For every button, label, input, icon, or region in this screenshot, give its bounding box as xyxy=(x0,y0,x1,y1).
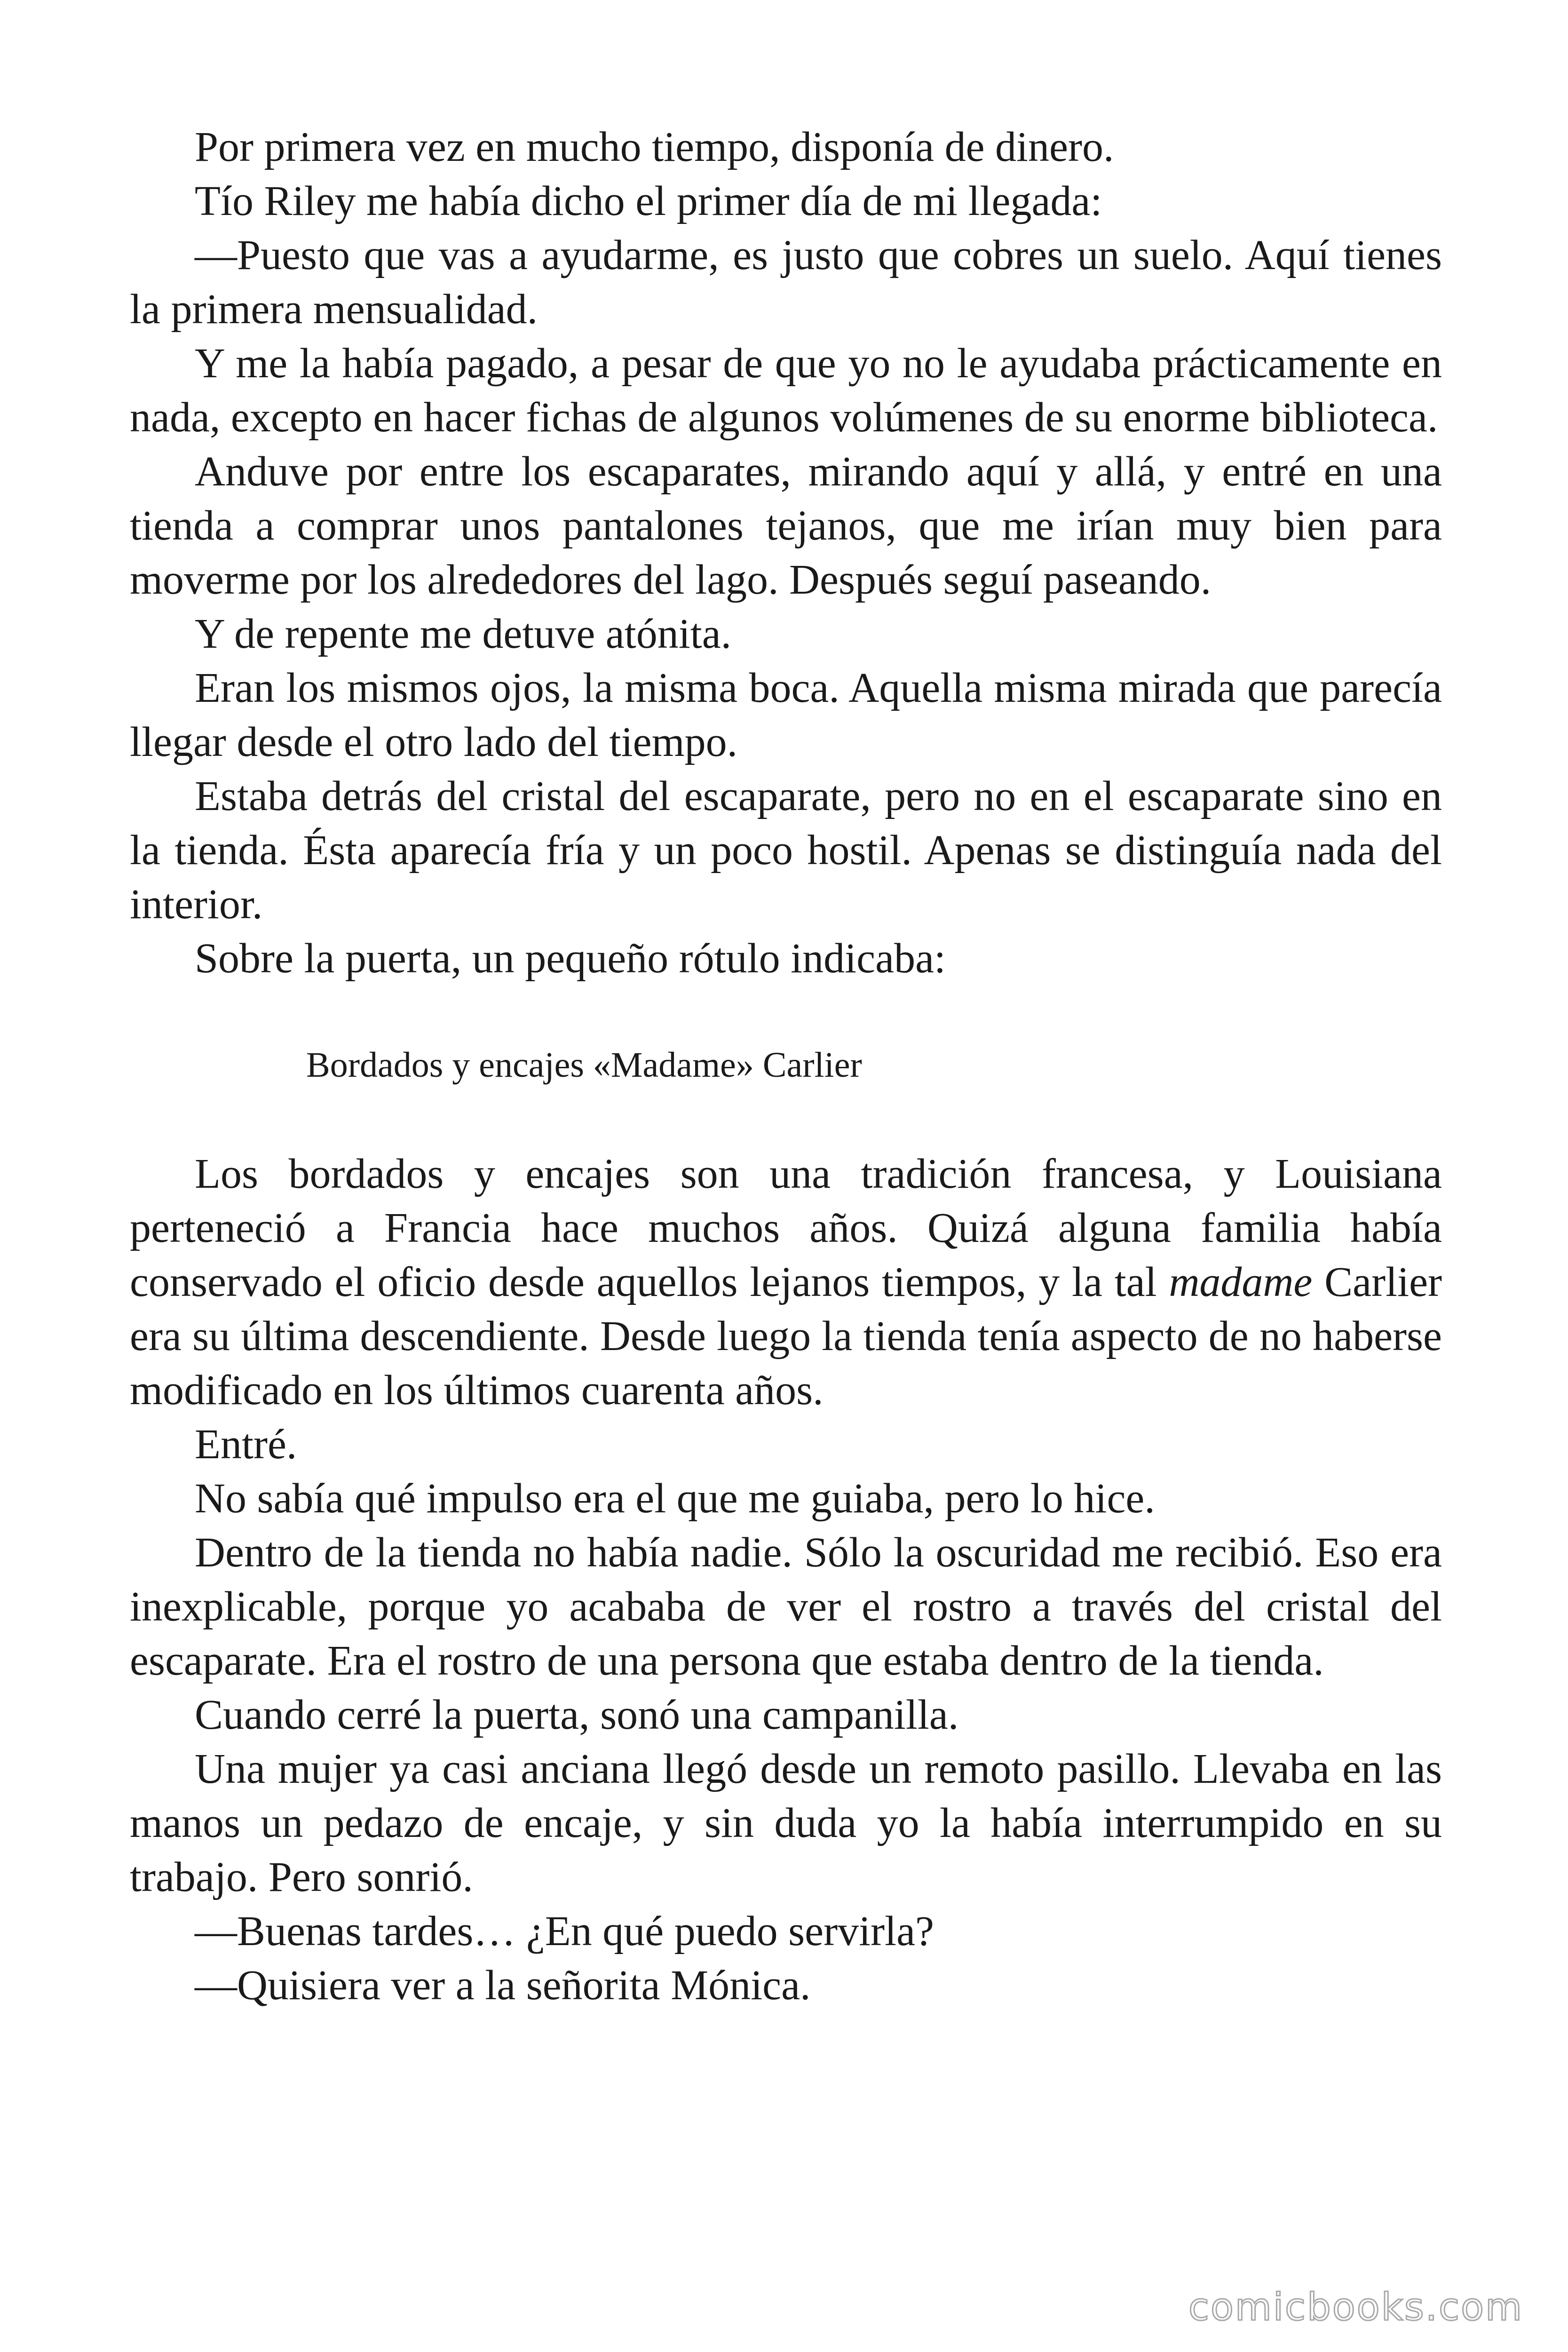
paragraph: Dentro de la tienda no había nadie. Sólo la oscuridad me recibió. Eso era inexplicable, porque yo acababa de ver el rostro a través del cristal del escaparate. Era el rostro de una persona que estaba dentro de la tienda. xyxy=(130,1529,1442,1684)
paragraph: Por primera vez en mucho tiempo, disponía de dinero. xyxy=(195,124,1114,170)
paragraph: —Quisiera ver a la señorita Mónica. xyxy=(195,1962,811,2009)
paragraph: Eran los mismos ojos, la misma boca. Aquella misma mirada que parecía llegar desde el otro lado del tiempo. xyxy=(130,665,1442,765)
paragraph: Entré. xyxy=(195,1421,297,1468)
italic-word: madame xyxy=(1169,1259,1313,1305)
paragraph: Estaba detrás del cristal del escaparate, pero no en el escaparate sino en la tienda. Ésta aparecía fría y un poco hostil. Apenas se distinguía nada del interior. xyxy=(130,773,1442,928)
book-page xyxy=(130,120,1442,2012)
paragraph-text: Los bordados y encajes son una tradición francesa, y Louisiana perteneció a Francia hace muchos años. Quizá alguna familia había conservado el oficio desde aquellos lejanos tiempos, y la tal xyxy=(130,1151,1442,1305)
shop-sign-text: Bordados y encajes «Madame» Carlier xyxy=(306,1045,862,1085)
paragraph: —Puesto que vas a ayudarme, es justo que cobres un suelo. Aquí tienes la primera mensualidad. xyxy=(130,232,1442,333)
paragraph: Tío Riley me había dicho el primer día de mi llegada: xyxy=(195,178,1102,224)
paragraph: Sobre la puerta, un pequeño rótulo indicaba: xyxy=(195,935,946,982)
paragraph: Una mujer ya casi anciana llegó desde un remoto pasillo. Llevaba en las manos un pedazo de encaje, y sin duda yo la había interrumpido en su trabajo. Pero sonrió. xyxy=(130,1746,1442,1900)
paragraph: Cuando cerré la puerta, sonó una campanilla. xyxy=(195,1692,959,1738)
paragraph: Anduve por entre los escaparates, mirando aquí y allá, y entré en una tienda a comprar unos pantalones tejanos, que me irían muy bien para moverme por los alrededores del lago. Después seguí paseando. xyxy=(130,448,1442,603)
paragraph-text: Carlier era su última descendiente. Desde luego la tienda tenía aspecto de no haberse modificado en los últimos cuarenta años. xyxy=(130,1259,1442,1414)
watermark: comicbooks.com xyxy=(1188,2285,1523,2329)
paragraph: Y me la había pagado, a pesar de que yo no le ayudaba prácticamente en nada, excepto en hacer fichas de algunos volúmenes de su enorme biblioteca. xyxy=(130,340,1442,441)
paragraph xyxy=(130,1147,1442,1417)
paragraph: Y de repente me detuve atónita. xyxy=(195,611,732,657)
paragraph: No sabía qué impulso era el que me guiaba, pero lo hice. xyxy=(195,1475,1155,1522)
paragraph: —Buenas tardes… ¿En qué puedo servirla? xyxy=(195,1908,934,1955)
